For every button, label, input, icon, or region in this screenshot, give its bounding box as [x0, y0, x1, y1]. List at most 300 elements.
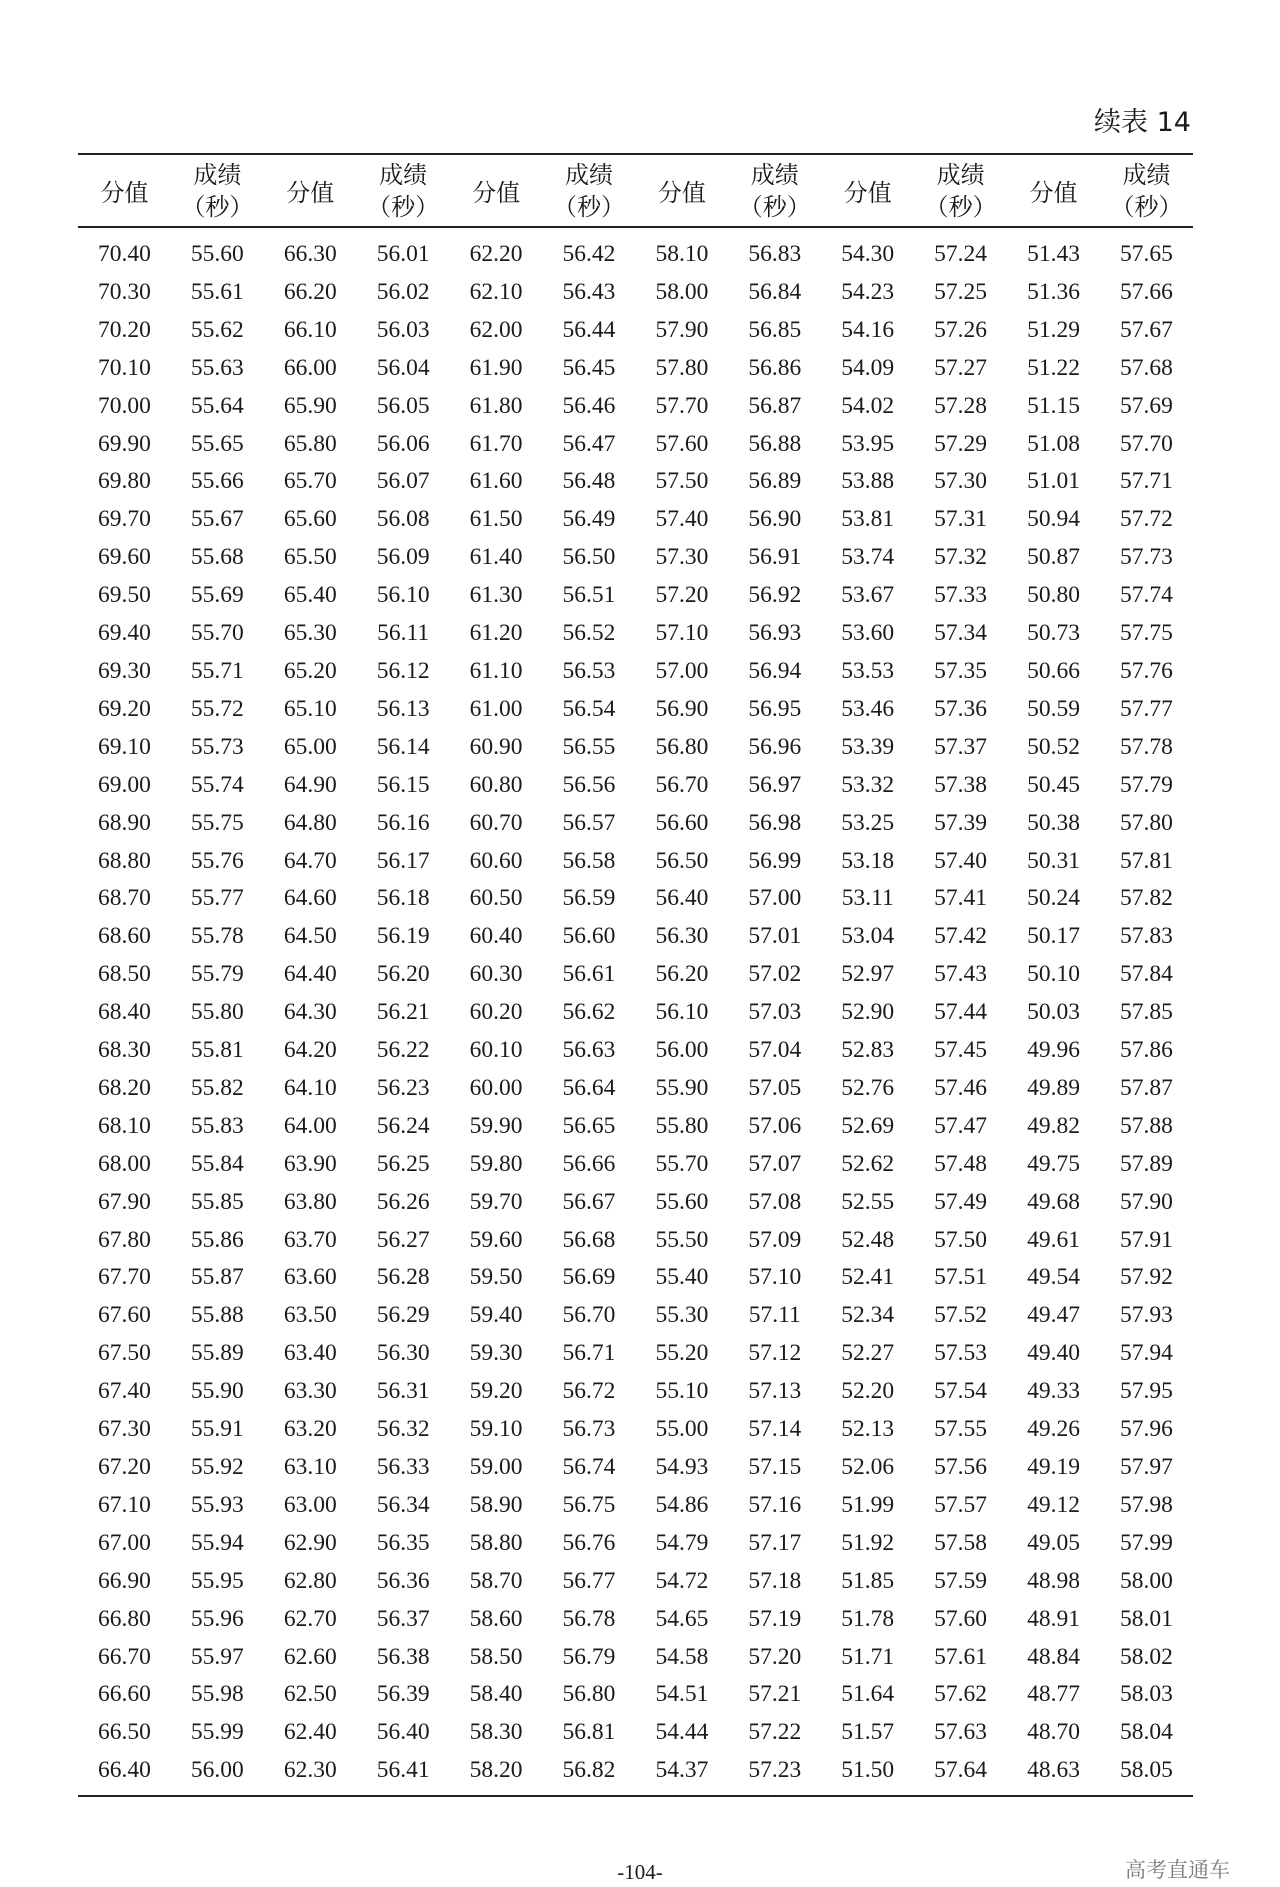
score-cell: 58.40	[469, 1681, 523, 1708]
score-cell: 57.90	[655, 316, 709, 343]
score-cell: 63.40	[283, 1340, 337, 1367]
score-table-container	[78, 153, 1193, 1797]
score-cell: 53.53	[841, 657, 895, 684]
score-cell: 49.75	[1027, 1150, 1080, 1177]
result-cell: 56.51	[562, 582, 616, 609]
table-header	[78, 154, 1193, 227]
result-cell: 56.67	[562, 1188, 616, 1215]
result-cell: 57.42	[934, 923, 988, 950]
score-cell: 56.10	[655, 999, 709, 1026]
result-cell: 57.26	[934, 316, 988, 343]
header-result-unit: （秒）	[552, 192, 625, 221]
result-cell: 55.68	[190, 544, 244, 571]
result-cell: 56.22	[376, 1037, 430, 1064]
header-row	[78, 154, 1193, 227]
score-cell: 67.10	[98, 1491, 151, 1518]
score-cell: 61.00	[469, 695, 523, 722]
result-cell: 56.25	[376, 1150, 430, 1177]
result-cell: 57.34	[934, 620, 988, 647]
result-cell: 56.60	[562, 923, 616, 950]
score-cell: 53.88	[841, 468, 895, 495]
score-cell: 51.64	[841, 1681, 895, 1708]
result-cell: 57.89	[1120, 1150, 1173, 1177]
score-cell: 66.00	[283, 354, 337, 381]
result-cell: 58.03	[1120, 1681, 1173, 1708]
score-cell: 55.00	[655, 1416, 709, 1443]
result-cell: 57.73	[1120, 544, 1173, 571]
result-cell: 56.85	[748, 316, 802, 343]
result-cell: 57.47	[934, 1112, 988, 1139]
header-score: 分值	[657, 179, 706, 207]
score-cell: 58.30	[469, 1719, 523, 1746]
result-cell: 56.03	[376, 316, 430, 343]
result-cell: 57.05	[748, 1074, 802, 1101]
table-row	[78, 1411, 1193, 1449]
table-row	[78, 805, 1193, 843]
result-cell: 57.35	[934, 657, 988, 684]
score-cell: 61.10	[469, 657, 523, 684]
result-cell: 57.02	[748, 961, 802, 988]
result-cell: 56.11	[377, 620, 430, 647]
result-cell: 57.01	[748, 923, 802, 950]
result-cell: 56.93	[748, 620, 802, 647]
result-cell: 55.99	[190, 1719, 244, 1746]
result-cell: 57.90	[1120, 1188, 1173, 1215]
score-cell: 48.91	[1027, 1605, 1080, 1632]
result-cell: 57.97	[1120, 1454, 1173, 1480]
result-cell: 55.92	[190, 1454, 244, 1480]
table-row	[78, 653, 1193, 691]
score-cell: 68.00	[98, 1150, 151, 1177]
result-cell: 56.58	[562, 847, 616, 874]
score-cell: 49.40	[1027, 1340, 1080, 1367]
score-cell: 64.40	[283, 961, 337, 988]
header-score: 分值	[1029, 179, 1078, 207]
score-cell: 57.60	[655, 430, 709, 457]
score-cell: 62.00	[469, 316, 523, 343]
score-cell: 54.16	[841, 316, 895, 343]
score-cell: 68.80	[98, 847, 151, 874]
result-cell: 57.67	[1120, 316, 1173, 343]
table-row	[78, 350, 1193, 388]
result-cell: 55.79	[190, 961, 244, 988]
score-cell: 54.37	[655, 1757, 709, 1784]
score-cell: 58.00	[655, 278, 709, 305]
score-cell: 60.20	[469, 999, 523, 1026]
score-cell: 62.30	[283, 1757, 337, 1784]
score-cell: 67.40	[98, 1378, 151, 1405]
score-cell: 58.50	[469, 1643, 523, 1670]
score-cell: 56.90	[655, 695, 709, 722]
score-cell: 58.20	[469, 1757, 523, 1784]
score-cell: 51.29	[1027, 316, 1080, 343]
result-cell: 56.27	[376, 1226, 430, 1253]
score-cell: 53.67	[841, 582, 895, 609]
score-cell: 58.10	[655, 241, 709, 267]
score-cell: 56.30	[655, 923, 709, 950]
score-cell: 56.70	[655, 771, 709, 798]
score-cell: 51.50	[841, 1757, 895, 1784]
score-cell: 62.40	[283, 1719, 337, 1746]
score-cell: 55.10	[655, 1378, 709, 1405]
result-cell: 57.10	[748, 1264, 802, 1291]
result-cell: 57.21	[748, 1681, 802, 1708]
score-cell: 53.60	[841, 620, 895, 647]
result-cell: 55.82	[190, 1074, 244, 1101]
score-cell: 64.80	[283, 809, 337, 836]
result-cell: 56.40	[376, 1719, 430, 1746]
result-cell: 57.83	[1120, 923, 1173, 950]
table-row	[78, 1146, 1193, 1184]
score-cell: 48.63	[1027, 1757, 1080, 1784]
result-cell: 56.48	[562, 468, 616, 495]
score-cell: 62.50	[283, 1681, 337, 1708]
result-cell: 56.53	[562, 657, 616, 684]
result-cell: 57.91	[1120, 1226, 1173, 1253]
score-cell: 61.30	[469, 582, 523, 609]
result-cell: 57.77	[1120, 695, 1173, 722]
result-cell: 57.75	[1120, 620, 1173, 647]
score-cell: 64.70	[283, 847, 337, 874]
result-cell: 55.77	[190, 885, 244, 912]
table-row	[78, 918, 1193, 956]
score-cell: 66.20	[283, 278, 337, 305]
result-cell: 57.46	[934, 1074, 988, 1101]
result-cell: 56.43	[562, 278, 616, 305]
score-cell: 63.30	[283, 1378, 337, 1405]
result-cell: 57.49	[934, 1188, 988, 1215]
score-cell: 68.40	[98, 999, 151, 1026]
table-row	[78, 994, 1193, 1032]
result-cell: 57.69	[1120, 392, 1173, 419]
score-cell: 51.85	[841, 1567, 895, 1594]
result-cell: 55.98	[190, 1681, 244, 1708]
score-cell: 70.10	[98, 354, 151, 381]
result-cell: 57.20	[748, 1643, 802, 1670]
result-cell: 57.50	[934, 1226, 988, 1253]
result-cell: 57.59	[934, 1567, 988, 1594]
result-cell: 57.00	[748, 885, 802, 912]
score-cell: 53.11	[841, 885, 894, 912]
result-cell: 56.14	[376, 733, 430, 760]
header-score: 分值	[843, 179, 892, 207]
result-cell: 55.96	[190, 1605, 244, 1632]
score-cell: 57.80	[655, 354, 709, 381]
score-cell: 48.77	[1027, 1681, 1080, 1708]
score-cell: 51.78	[841, 1605, 895, 1632]
result-cell: 57.51	[934, 1264, 988, 1291]
score-cell: 51.15	[1027, 392, 1080, 419]
header-result-unit: （秒）	[738, 192, 811, 221]
score-cell: 49.61	[1027, 1226, 1080, 1253]
result-cell: 56.66	[562, 1150, 616, 1177]
result-cell: 56.71	[562, 1340, 616, 1367]
result-cell: 56.34	[376, 1491, 430, 1518]
score-cell: 49.05	[1027, 1529, 1080, 1556]
result-cell: 56.35	[376, 1529, 430, 1556]
result-cell: 56.90	[748, 506, 802, 533]
score-cell: 68.50	[98, 961, 151, 988]
result-cell: 57.96	[1120, 1416, 1173, 1443]
result-cell: 56.37	[376, 1605, 430, 1632]
score-cell: 52.62	[841, 1150, 895, 1177]
table-row	[78, 388, 1193, 426]
result-cell: 57.19	[748, 1605, 802, 1632]
result-cell: 56.78	[562, 1605, 616, 1632]
result-cell: 56.10	[376, 582, 430, 609]
table-row	[78, 1222, 1193, 1260]
result-cell: 57.68	[1120, 354, 1173, 381]
score-cell: 66.40	[98, 1757, 151, 1784]
result-cell: 56.64	[562, 1074, 616, 1101]
result-cell: 56.86	[748, 354, 802, 381]
result-cell: 56.19	[376, 923, 430, 950]
result-cell: 55.64	[190, 392, 244, 419]
score-cell: 55.20	[655, 1340, 709, 1367]
result-cell: 56.20	[376, 961, 430, 988]
result-cell: 57.86	[1120, 1037, 1173, 1064]
result-cell: 56.74	[562, 1454, 616, 1480]
result-cell: 56.87	[748, 392, 802, 419]
result-cell: 56.57	[562, 809, 616, 836]
result-cell: 57.31	[934, 506, 988, 533]
score-cell: 64.20	[283, 1037, 337, 1064]
result-cell: 58.01	[1120, 1605, 1173, 1632]
result-cell: 57.99	[1120, 1529, 1173, 1556]
score-cell: 58.70	[469, 1567, 523, 1594]
result-cell: 57.41	[934, 885, 988, 912]
score-cell: 60.80	[469, 771, 523, 798]
score-cell: 52.69	[841, 1112, 895, 1139]
score-cell: 57.10	[655, 620, 709, 647]
score-cell: 49.19	[1027, 1454, 1080, 1480]
result-cell: 56.79	[562, 1643, 616, 1670]
score-cell: 69.30	[98, 657, 151, 684]
score-cell: 53.95	[841, 430, 895, 457]
result-cell: 55.86	[190, 1226, 244, 1253]
result-cell: 57.29	[934, 430, 988, 457]
table-caption: 续表 14	[1094, 107, 1191, 138]
score-cell: 59.60	[469, 1226, 523, 1253]
score-cell: 54.58	[655, 1643, 709, 1670]
score-cell: 54.93	[655, 1454, 709, 1480]
header-result-label: 成绩	[379, 160, 428, 189]
result-cell: 57.88	[1120, 1112, 1173, 1139]
result-cell: 56.09	[376, 544, 430, 571]
table-row	[78, 1335, 1193, 1373]
result-cell: 57.60	[934, 1605, 988, 1632]
result-cell: 57.78	[1120, 733, 1173, 760]
score-cell: 63.90	[283, 1150, 337, 1177]
score-cell: 67.70	[98, 1264, 151, 1291]
result-cell: 56.31	[376, 1378, 430, 1405]
result-cell: 56.08	[376, 506, 430, 533]
result-cell: 57.72	[1120, 506, 1173, 533]
score-cell: 63.70	[283, 1226, 337, 1253]
score-cell: 61.70	[469, 430, 523, 457]
result-cell: 56.80	[562, 1681, 616, 1708]
table-row	[78, 1259, 1193, 1297]
score-cell: 68.90	[98, 809, 151, 836]
score-cell: 53.18	[841, 847, 895, 874]
result-cell: 57.87	[1120, 1074, 1173, 1101]
result-cell: 56.61	[562, 961, 616, 988]
score-cell: 62.70	[283, 1605, 337, 1632]
result-cell: 56.70	[562, 1302, 616, 1329]
result-cell: 56.63	[562, 1037, 616, 1064]
score-cell: 62.60	[283, 1643, 337, 1670]
result-cell: 56.29	[376, 1302, 430, 1329]
score-cell: 59.90	[469, 1112, 523, 1139]
header-score: 分值	[286, 179, 335, 207]
result-cell: 58.02	[1120, 1643, 1173, 1670]
result-cell: 56.84	[748, 278, 802, 305]
score-cell: 51.08	[1027, 430, 1080, 457]
result-cell: 55.80	[190, 999, 244, 1026]
table-row	[78, 1525, 1193, 1563]
result-cell: 57.82	[1120, 885, 1173, 912]
score-cell: 69.80	[98, 468, 151, 495]
result-cell: 56.05	[376, 392, 430, 419]
header-score: 分值	[472, 179, 521, 207]
result-cell: 57.56	[934, 1454, 988, 1480]
result-cell: 57.13	[748, 1378, 802, 1405]
result-cell: 57.43	[934, 961, 988, 988]
table-row	[78, 274, 1193, 312]
result-cell: 57.38	[934, 771, 988, 798]
table-row	[78, 463, 1193, 501]
score-cell: 59.10	[469, 1416, 523, 1443]
score-cell: 50.24	[1027, 885, 1080, 912]
result-cell: 57.57	[934, 1491, 988, 1518]
score-cell: 55.40	[655, 1264, 709, 1291]
score-cell: 65.80	[283, 430, 337, 457]
score-cell: 50.73	[1027, 620, 1080, 647]
result-cell: 55.60	[190, 241, 244, 267]
result-cell: 57.04	[748, 1037, 802, 1064]
table-row	[78, 227, 1193, 274]
score-cell: 65.00	[283, 733, 337, 760]
score-cell: 69.50	[98, 582, 151, 609]
score-cell: 52.55	[841, 1188, 895, 1215]
result-cell: 57.36	[934, 695, 988, 722]
result-cell: 56.94	[748, 657, 802, 684]
score-cell: 52.90	[841, 999, 895, 1026]
result-cell: 57.45	[934, 1037, 988, 1064]
result-cell: 56.72	[562, 1378, 616, 1405]
score-cell: 69.90	[98, 430, 151, 457]
score-cell: 49.82	[1027, 1112, 1080, 1139]
score-cell: 68.20	[98, 1074, 151, 1101]
score-cell: 51.57	[841, 1719, 895, 1746]
score-cell: 64.60	[283, 885, 337, 912]
score-cell: 67.80	[98, 1226, 151, 1253]
header-result-label: 成绩	[1122, 160, 1171, 189]
score-cell: 63.50	[283, 1302, 337, 1329]
score-cell: 50.59	[1027, 695, 1080, 722]
table-row	[78, 501, 1193, 539]
score-cell: 52.97	[841, 961, 895, 988]
score-cell: 65.70	[283, 468, 337, 495]
table-row	[78, 1032, 1193, 1070]
result-cell: 57.70	[1120, 430, 1173, 457]
result-cell: 57.63	[934, 1719, 988, 1746]
result-cell: 55.87	[190, 1264, 244, 1291]
score-cell: 66.70	[98, 1643, 151, 1670]
score-cell: 54.02	[841, 392, 895, 419]
table-row	[78, 1108, 1193, 1146]
score-cell: 65.60	[283, 506, 337, 533]
header-result	[357, 154, 450, 227]
score-cell: 53.39	[841, 733, 895, 760]
score-cell: 53.04	[841, 923, 895, 950]
score-cell: 62.80	[283, 1567, 337, 1594]
result-cell: 57.98	[1120, 1491, 1173, 1518]
score-cell: 65.40	[283, 582, 337, 609]
result-cell: 56.88	[748, 430, 802, 457]
result-cell: 56.38	[376, 1643, 430, 1670]
result-cell: 56.81	[562, 1719, 616, 1746]
result-cell: 56.62	[562, 999, 616, 1026]
score-cell: 51.36	[1027, 278, 1080, 305]
header-result	[914, 154, 1007, 227]
score-cell: 66.60	[98, 1681, 151, 1708]
result-cell: 56.32	[376, 1416, 430, 1443]
score-cell: 70.20	[98, 316, 151, 343]
result-cell: 55.85	[190, 1188, 244, 1215]
result-cell: 57.71	[1120, 468, 1173, 495]
result-cell: 55.72	[190, 695, 244, 722]
table-row	[78, 880, 1193, 918]
result-cell: 57.39	[934, 809, 988, 836]
score-cell: 66.10	[283, 316, 337, 343]
result-cell: 55.61	[190, 278, 244, 305]
score-cell: 48.70	[1027, 1719, 1080, 1746]
score-cell: 69.60	[98, 544, 151, 571]
score-cell: 51.43	[1027, 241, 1080, 267]
result-cell: 55.66	[190, 468, 244, 495]
score-cell: 52.13	[841, 1416, 895, 1443]
result-cell: 56.42	[562, 241, 616, 267]
result-cell: 56.16	[376, 809, 430, 836]
score-cell: 61.80	[469, 392, 523, 419]
header-result-unit: （秒）	[924, 192, 997, 221]
score-cell: 70.40	[98, 241, 151, 267]
result-cell: 56.30	[376, 1340, 430, 1367]
score-cell: 52.20	[841, 1378, 895, 1405]
result-cell: 56.98	[748, 809, 802, 836]
score-cell: 66.30	[283, 241, 337, 267]
result-cell: 57.12	[748, 1340, 802, 1367]
result-cell: 57.93	[1120, 1302, 1173, 1329]
score-cell: 65.10	[283, 695, 337, 722]
result-cell: 57.11	[748, 1302, 801, 1329]
table-row	[78, 1676, 1193, 1714]
result-cell: 56.49	[562, 506, 616, 533]
result-cell: 57.33	[934, 582, 988, 609]
result-cell: 57.30	[934, 468, 988, 495]
result-cell: 57.28	[934, 392, 988, 419]
score-cell: 56.40	[655, 885, 709, 912]
result-cell: 56.00	[190, 1757, 244, 1784]
score-cell: 57.40	[655, 506, 709, 533]
score-cell: 57.30	[655, 544, 709, 571]
result-cell: 57.17	[748, 1529, 802, 1556]
header-result-unit: （秒）	[1110, 192, 1183, 221]
header-result-unit: （秒）	[181, 192, 254, 221]
result-cell: 56.97	[748, 771, 802, 798]
score-cell: 53.46	[841, 695, 895, 722]
